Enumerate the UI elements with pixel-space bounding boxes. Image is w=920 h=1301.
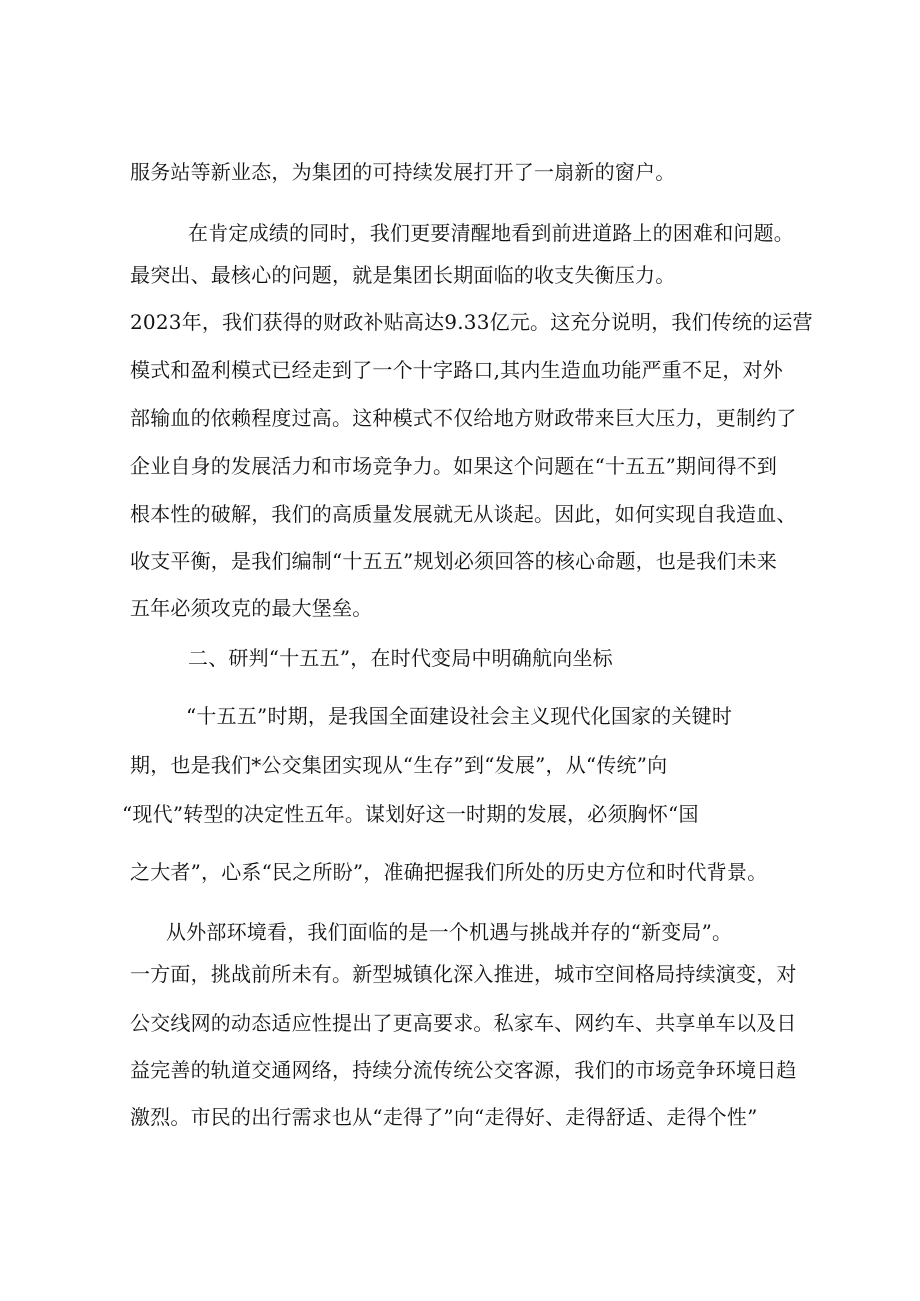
- text-line: 激烈。市民的出行需求也从“走得了”向“走得好、走得舒适、走得个性”: [130, 1105, 758, 1129]
- text-line: “十五五”时期，是我国全面建设社会主义现代化国家的关键时: [186, 704, 733, 728]
- text-line: 益完善的轨道交通网络，持续分流传统公交客源，我们的市场竞争环境日趋: [130, 1058, 797, 1082]
- text-line: 一方面，挑战前所未有。新型城镇化深入推进，城市空间格局持续演变，对: [130, 962, 797, 986]
- text-line: 最突出、最核心的问题，就是集团长期面临的收支失衡压力。: [130, 263, 676, 287]
- text-line: 期，也是我们*公交集团实现从“生存”到“发展”，从“传统”向: [130, 753, 668, 777]
- text-line: 在肯定成绩的同时，我们更要清醒地看到前进道路上的困难和问题。: [188, 221, 794, 245]
- text-line: 收支平衡，是我们编制“十五五”规划必须回答的核心命题，也是我们未来: [130, 549, 778, 573]
- text-line: 2023年，我们获得的财政补贴高达9.33亿元。这充分说明，我们传统的运营: [130, 310, 813, 334]
- text-line: 服务站等新业态，为集团的可持续发展打开了一扇新的窗户。: [130, 160, 676, 184]
- text-line: 从外部环境看，我们面临的是一个机遇与挑战并存的“新变局”。: [166, 920, 733, 944]
- text-line: 企业自身的发展活力和市场竞争力。如果这个问题在“十五五”期间得不到: [130, 454, 778, 478]
- text-line: 根本性的破解，我们的高质量发展就无从谈起。因此，如何实现自我造血、: [130, 502, 797, 526]
- text-line: “现代”转型的决定性五年。谋划好这一时期的发展，必须胸怀“国: [122, 802, 699, 826]
- text-line: 部输血的依赖程度过高。这种模式不仅给地方财政带来巨大压力，更制约了: [130, 406, 797, 430]
- text-line: 五年必须攻克的最大堡垒。: [130, 596, 373, 620]
- text-line: 模式和盈利模式已经走到了一个十字路口,其内生造血功能严重不足，对外: [130, 358, 783, 382]
- text-line: 公交线网的动态适应性提出了更高要求。私家车、网约车、共享单车以及日: [130, 1011, 797, 1035]
- section-heading: 二、研判“十五五”，在时代变局中明确航向坐标: [188, 646, 613, 670]
- text-line: 之大者”，心系“民之所盼”，准确把握我们所处的历史方位和时代背景。: [130, 860, 768, 884]
